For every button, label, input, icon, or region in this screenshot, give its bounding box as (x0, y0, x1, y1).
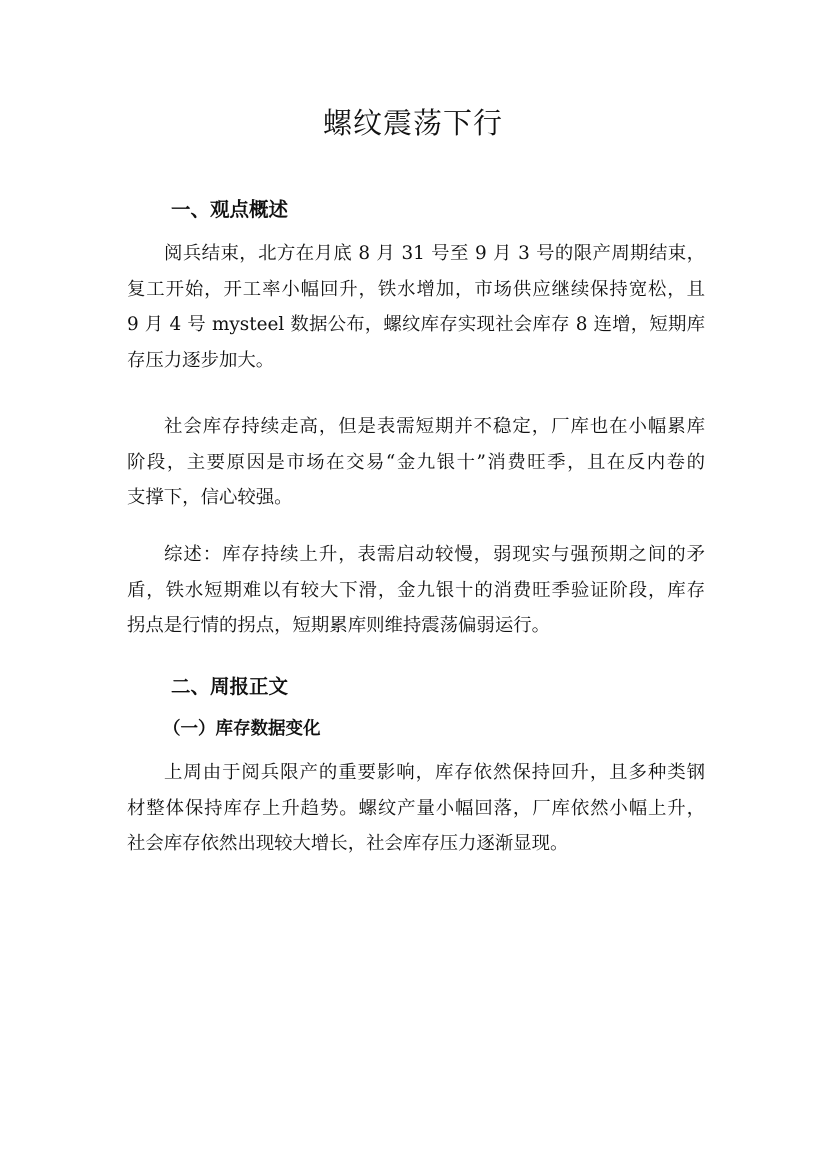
paragraph-line: 盾，铁水短期难以有较大下滑，金九银十的消费旺季验证阶段，库存 (127, 579, 705, 601)
paragraph-overview-1 (127, 236, 705, 378)
section-heading-overview: 一、观点概述 (171, 198, 289, 221)
section-heading-weekly-report: 二、周报正文 (171, 675, 289, 698)
paragraph-line: 综述：库存持续上升，表需启动较慢，弱现实与强预期之间的矛 (164, 544, 705, 565)
paragraph-line: 阅兵结束，北方在月底 8 月 31 号至 9 月 3 号的限产周期结束， (164, 243, 705, 264)
paragraph-line: 社会库存依然出现较大增长，社会库存压力逐渐显现。 (127, 833, 569, 854)
paragraph-overview-2 (127, 409, 705, 516)
paragraph-overview-3 (127, 537, 705, 644)
paragraph-line: 材整体保持库存上升趋势。螺纹产量小幅回落，厂库依然小幅上升， (127, 797, 705, 819)
paragraph-line: 阶段，主要原因是市场在交易“金九银十”消费旺季，且在反内卷的 (127, 451, 705, 473)
document-title: 螺纹震荡下行 (322, 106, 503, 140)
paragraph-inventory-1 (127, 755, 705, 862)
paragraph-line: 社会库存持续走高，但是表需短期并不稳定，厂库也在小幅累库 (164, 416, 705, 437)
paragraph-line: 9 月 4 号 mysteel 数据公布，螺纹库存实现社会库存 8 连增，短期库 (127, 314, 705, 335)
paragraph-line: 上周由于阅兵限产的重要影响，库存依然保持回升，且多种类钢 (164, 762, 705, 783)
paragraph-line: 拐点是行情的拐点，短期累库则维持震荡偏弱运行。 (127, 615, 550, 636)
paragraph-line: 支撑下，信心较强。 (127, 487, 293, 508)
paragraph-line: 复工开始，开工率小幅回升，铁水增加，市场供应继续保持宽松，且 (127, 278, 705, 300)
paragraph-line: 存压力逐步加大。 (127, 349, 275, 371)
subsection-heading-inventory: （一）库存数据变化 (163, 719, 321, 739)
